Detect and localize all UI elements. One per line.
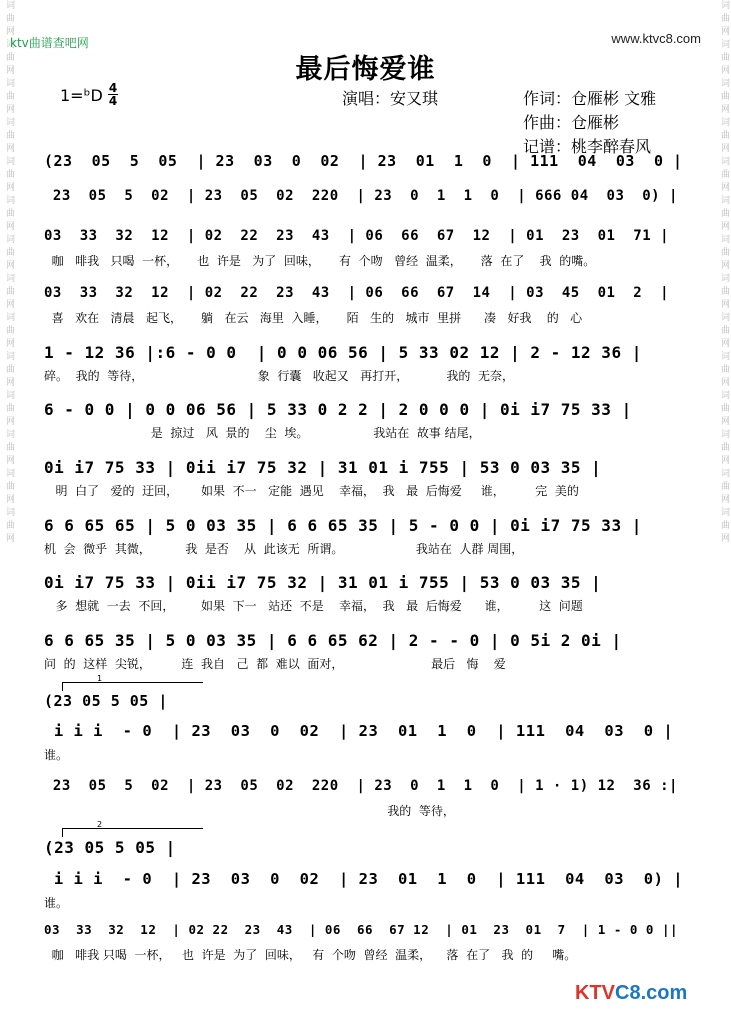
lyrics-row: 咖 啡我 只喝 一杯， 也 许是 为了 回味， 有 个吻 曾经 温柔， 落 在了 我 的嘴。 — [44, 254, 596, 268]
lyrics-row: 机 会 微乎 其微， 我 是否 从 此该无 所谓。 我站在 人群 周围， — [44, 542, 524, 556]
singer-credit: 演唱：安又琪 — [342, 89, 439, 108]
logo-part-ktv: KTV — [575, 982, 615, 1004]
notation-row: 23 05 5 02 | 23 05 02 220 | 23 0 1 1 0 | 1 · 1) 12 36 :| — [44, 778, 678, 794]
key-signature: 1=ᵇD — [60, 86, 103, 105]
notation-row: 0i i7 75 33 | 0ii i7 75 32 | 31 01 i 755 | 53 0 03 35 | — [44, 573, 602, 592]
logo-part-c8: C8.com — [615, 982, 688, 1004]
time-signature-top: 4 — [108, 81, 118, 95]
notation-row: 1 - 12 36 |:6 - 0 0 | 0 0 06 56 | 5 33 02 12 | 2 - 12 36 | — [44, 343, 642, 362]
volta-number-2: 2 — [97, 820, 103, 829]
notation-row: 6 - 0 0 | 0 0 06 56 | 5 33 0 2 2 | 2 0 0 0 | 0i i7 75 33 | — [44, 400, 632, 419]
lyricist-credit: 作词：仓雁彬 文雅 — [523, 89, 657, 108]
lyrics-row: 谁。 — [44, 896, 69, 910]
notation-row: i i i - 0 | 23 03 0 02 | 23 01 1 0 | 111 04 03 0 | — [44, 722, 674, 740]
volta-number-1: 1 — [97, 674, 103, 683]
watermark-strip-left: 词曲网词曲网词曲网词曲网词曲网词曲网词曲网词曲网词曲网词曲网词曲网词曲网词曲网词曲网 — [4, 0, 14, 546]
lyrics-row: 问 的 这样 尖锐， 连 我自 己 都 难以 面对， 最后 悔 爱 — [44, 657, 506, 671]
notation-row: 6 6 65 35 | 5 0 03 35 | 6 6 65 62 | 2 - - 0 | 0 5i 2 0i | — [44, 631, 622, 650]
lyrics-row: 咖 啡我 只喝 一杯， 也 许是 为了 回味， 有 个吻 曾经 温柔， 落 在了 我 的 嘴。 — [44, 948, 577, 962]
notation-row: (23 05 5 05 | — [44, 838, 176, 857]
notation-row: 03 33 32 12 | 02 22 23 43 | 06 66 67 14 | 03 45 01 2 | — [44, 285, 670, 301]
time-signature-bottom: 4 — [108, 94, 118, 108]
time-signature — [108, 82, 118, 107]
transcriber-credit: 记谱：桃李醉春风 — [523, 137, 652, 156]
notation-row: (23 05 5 05 | 23 03 0 02 | 23 01 1 0 | 111 04 03 0 | — [44, 152, 683, 170]
lyrics-row: 多 想就 一去 不回， 如果 下一 站还 不是 幸福， 我 最 后悔爱 谁， 这 问题 — [44, 599, 583, 613]
site-watermark-right: www.ktvc8.com — [611, 31, 701, 46]
notation-row: 0i i7 75 33 | 0ii i7 75 32 | 31 01 i 755 | 53 0 03 35 | — [44, 458, 602, 477]
notation-row: 6 6 65 65 | 5 0 03 35 | 6 6 65 35 | 5 - 0 0 | 0i i7 75 33 | — [44, 516, 642, 535]
notation-row: 23 05 5 02 | 23 05 02 220 | 23 0 1 1 0 | 666 04 03 0) | — [44, 188, 678, 204]
lyrics-row: 喜 欢在 清晨 起飞， 躺 在云 海里 入睡， 陌 生的 城市 里拼 凑 好我 的 心 — [44, 311, 583, 325]
notation-row: 03 33 32 12 | 02 22 23 43 | 06 66 67 12 | 01 23 01 71 | — [44, 228, 670, 244]
notation-row: i i i - 0 | 23 03 0 02 | 23 01 1 0 | 111 04 03 0) | — [44, 870, 684, 888]
lyrics-row: 是 掠过 风 景的 尘 埃。 我站在 故事 结尾， — [44, 426, 481, 440]
lyrics-row: 谁。 — [44, 748, 69, 762]
song-title: 最后悔爱谁 — [295, 54, 436, 85]
lyrics-row: 明 白了 爱的 迂回， 如果 不一 定能 遇见 幸福， 我 最 后悔爱 谁， 完 美的 — [44, 484, 579, 498]
site-watermark-left: ktv曲谱查吧网 — [10, 36, 89, 50]
volta-bracket-1 — [62, 674, 203, 691]
watermark-strip-right: 词曲网词曲网词曲网词曲网词曲网词曲网词曲网词曲网词曲网词曲网词曲网词曲网词曲网词曲网 — [719, 0, 729, 546]
composer-credit: 作曲：仓雁彬 — [523, 113, 620, 132]
notation-row: 03 33 32 12 | 02 22 23 43 | 06 66 67 12 | 01 23 01 7 | 1 - 0 0 || — [44, 922, 679, 937]
lyrics-row: 碎。 我的 等待， 象 行囊 收起又 再打开， 我的 无奈， — [44, 369, 514, 383]
ktvc8-logo — [575, 982, 687, 1005]
notation-row: (23 05 5 05 | — [44, 692, 674, 710]
volta-bracket-2 — [62, 820, 203, 837]
lyrics-row: 我的 等待， — [44, 804, 455, 818]
